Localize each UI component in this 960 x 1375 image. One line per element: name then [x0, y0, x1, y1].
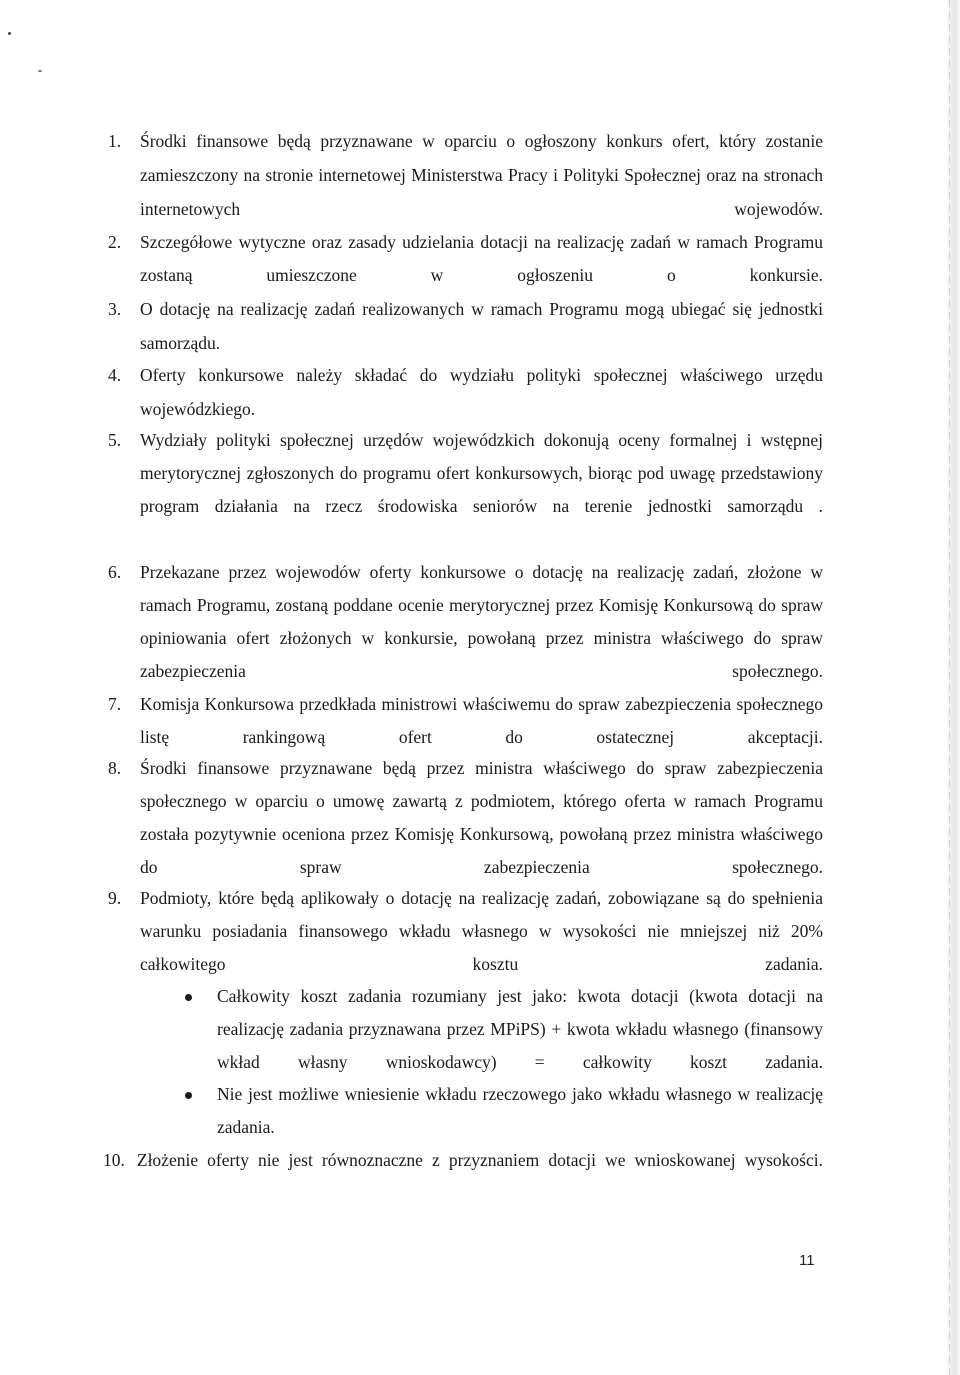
list-item-text: Podmioty, które będą aplikowały o dotację na realizację zadań, zobowiązane są do spełnienia warunku posiadania finansowego wkładu własnego w wysokości nie mniejszej niż 20% całkowitego kosztu zadania. [140, 888, 823, 974]
list-item-text: Komisja Konkursowa przedkłada ministrowi właściwemu do spraw zabezpieczenia społecznego listę rankingową ofert do ostatecznej akceptacji. [140, 694, 823, 747]
page-number: 11 [799, 1252, 815, 1269]
list-item-number: 8. [108, 758, 122, 778]
list-item-text: O dotację na realizację zadań realizowanych w ramach Programu mogą ubiegać się jednostki samorządu. [140, 299, 823, 353]
list-item-text: Przekazane przez wojewodów oferty konkursowe o dotację na realizację zadań, złożone w ramach Programu, zostaną poddane ocenie merytorycznej przez Komisję Konkursową do spraw opiniowania ofert złożonych w konkursie, powołaną przez ministra właściwego do spraw zabezpieczenia społecznego. [140, 562, 823, 681]
list-item-number: 9. [108, 888, 122, 908]
bullet-dot-icon [185, 1092, 192, 1099]
list-item-5 [108, 424, 823, 556]
scan-speck [8, 32, 11, 35]
list-item-number: 3. [108, 299, 122, 319]
list-item-10 [103, 1144, 823, 1210]
list-item-number: 10. [103, 1150, 125, 1170]
list-item-10-body [103, 1150, 823, 1203]
list-item-number: 2. [108, 232, 122, 252]
list-item-number: 7. [108, 694, 122, 714]
list-item-text: Środki finansowe będą przyznawane w oparciu o ogłoszony konkurs ofert, który zostanie zamieszczony na stronie internetowej Ministerstwa Pracy i Polityki Społecznej oraz na stronach internetowych wojewodów. [140, 131, 823, 219]
list-item-number: 6. [108, 562, 122, 582]
scan-speck [38, 70, 42, 72]
list-item-text: Środki finansowe przyznawane będą przez ministra właściwego do spraw zabezpieczenia społecznego w oparciu o umowę zawartą z podmiotem, którego oferta w ramach Programu została pozytywnie oceniona przez Komisję Konkursową, powołaną przez ministra właściwego do spraw zabezpieczenia społecznego. [140, 758, 823, 877]
list-item-text: Szczegółowe wytyczne oraz zasady udzielania dotacji na realizację zadań w ramach Programu zostaną umieszczone w ogłoszeniu o konkursie. [140, 232, 823, 285]
list-item-text: Wydziały polityki społecznej urzędów wojewódzkich dokonują oceny formalnej i wstępnej merytorycznej zgłoszonych do programu ofert konkursowych, biorąc pod uwagę przedstawiony program działania na rzecz środowiska seniorów na terenie jednostki samorządu . [140, 430, 823, 516]
list-item-number: 1. [108, 131, 122, 151]
list-item-text: Złożenie oferty nie jest równoznaczne z przyznaniem dotacji we wnioskowanej wysokości. [136, 1150, 823, 1170]
scan-edge-line [949, 0, 950, 1375]
list-item-number: 5. [108, 430, 122, 450]
list-item-text: Oferty konkursowe należy składać do wydziału polityki społecznej właściwego urzędu wojewódzkiego. [140, 365, 823, 419]
bullet-text: Całkowity koszt zadania rozumiany jest jako: kwota dotacji (kwota dotacji na realizację zadania przyznawana przez MPiPS) + kwota wkładu własnego (finansowy wkład własny wnioskodawcy) = całkowity koszt zadania. [217, 986, 823, 1072]
bullet-dot-icon [185, 994, 192, 1001]
list-item-number: 4. [108, 365, 122, 385]
bullet-text: Nie jest możliwe wniesienie wkładu rzeczowego jako wkładu własnego w realizację zadania. [217, 1084, 823, 1137]
